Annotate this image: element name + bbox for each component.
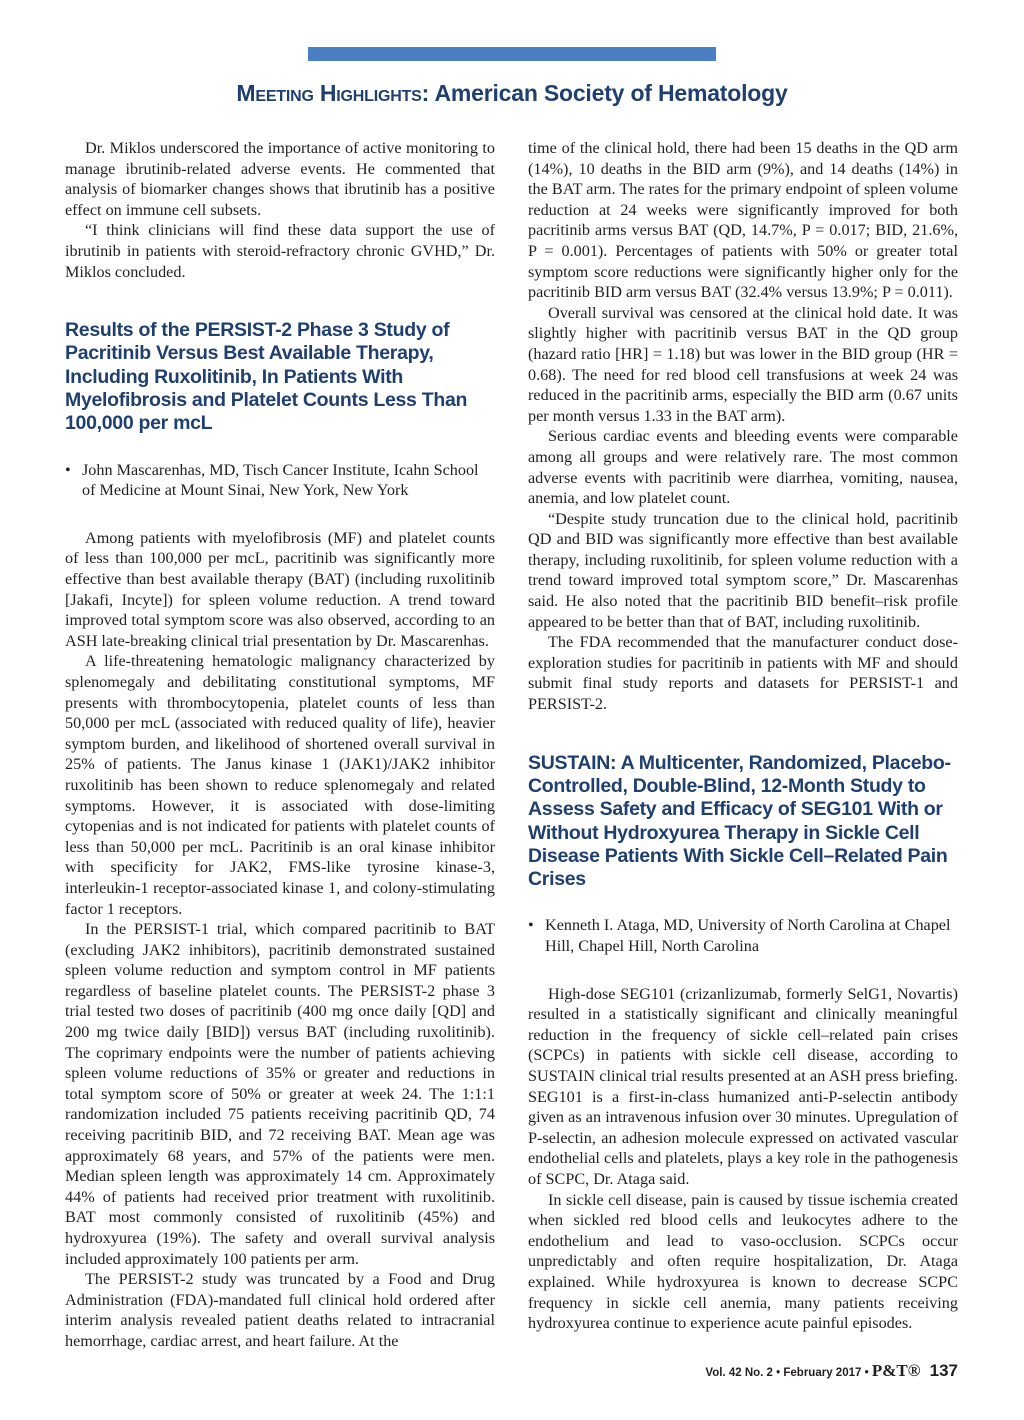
left-column [65, 138, 495, 1352]
paragraph: In the PERSIST-1 trial, which compared pacritinib to BAT (excluding JAK2 inhibitors), pacritinib demonstrated sustained spleen volume reduction and symptom control in MF patients regardless of baseline platelet counts. The PERSIST-2 phase 3 trial tested two doses of pacritinib (400 mg once daily [QD] and 200 mg twice daily [BID]) versus BAT (including ruxolitinib). The coprimary endpoints were the number of patients achieving spleen volume reductions of 35% or greater and reductions in total symptom score of 50% or greater at week 24. The 1:1:1 randomization included 75 patients receiving pacritinib QD, 74 receiving pacritinib BID, and 72 receiving BAT. Mean age was approximately 68 years, and 57% of the patients were men. Median spleen length was approximately 14 cm. Approximately 44% of patients had received prior treatment with ruxolitinib. BAT most commonly consisted of ruxolitinib (45%) and hydroxyurea (19%). The safety and overall survival analysis included approximately 100 patients per arm. [65, 920, 495, 1268]
paragraph: High-dose SEG101 (crizanlizumab, formerly SelG1, Novartis) resulted in a statistically significant and clinically meaningful reduction in the frequency of sickle cell–related pain crises (SCPCs) in patients with sickle cell disease, according to SUSTAIN clinical trial results presented at an ASH press briefing. SEG101 is a first-in-class humanized anti-P-selectin antibody given as an intravenous infusion over 30 minutes. Upregulation of P-selectin, an adhesion molecule expressed on activated vascular endothelial cells and platelets, plays a key role in the pathogenesis of SCPC, Dr. Ataga said. [528, 984, 958, 1188]
paragraph: “I think clinicians will find these data support the use of ibrutinib in patients with steroid-refractory chronic GVHD,” Dr. Miklos concluded. [65, 221, 495, 281]
author-text: John Mascarenhas, MD, Tisch Cancer Institute, Icahn School of Medicine at Mount Sinai, New York, New York [82, 460, 479, 500]
author-affiliation [65, 460, 495, 501]
footer-volume: Vol. 42 No. 2 [705, 1367, 773, 1379]
footer-separator: • [776, 1367, 781, 1379]
paragraph: Dr. Miklos underscored the importance of active monitoring to manage ibrutinib-related adverse events. He commented that analysis of biomarker changes shows that ibrutinib has a positive effect on immune cell subsets. [65, 139, 495, 219]
header-society-name: American Society of Hematology [434, 80, 788, 106]
paragraph: The FDA recommended that the manufacturer conduct dose-exploration studies for pacritinib in patients with MF and should submit final study reports and datasets for PERSIST-1 and PERSIST-2. [528, 633, 958, 714]
section-title-sustain: SUSTAIN: A Multicenter, Randomized, Placebo-Controlled, Double-Blind, 12-Month Study to Assess Safety and Efficacy of SEG101 With or Without Hydroxyurea Therapy in Sickle Cell Disease Patients With Sickle Cell–Related Pain Crises [528, 751, 951, 891]
paragraph: In sickle cell disease, pain is caused by tissue ischemia created when sickled red blood cells and leukocytes adhere to the endothelium and lead to vaso-occlusion. SCPCs occur unpredictably and often require hospitalization, Dr. Ataga explained. While hydroxyurea is known to decrease SCPC frequency in sickle cell anemia, many patients receiving hydroxyurea continue to experience acute painful episodes. [528, 1190, 958, 1333]
paragraph: Serious cardiac events and bleeding events were comparable among all groups and were relatively rare. The most common adverse events with pacritinib were diarrhea, vomiting, nausea, anemia, and low platelet count. [528, 427, 958, 508]
paragraph: time of the clinical hold, there had been 15 deaths in the QD arm (14%), 10 deaths in the BID arm (9%), and 14 deaths (14%) in the BAT arm. The rates for the primary endpoint of spleen volume reduction at 24 weeks were significantly improved for both pacritinib arms versus BAT (QD, 14.7%, P = 0.017; BID, 21.6%, P = 0.001). Percentages of patients with 50% or greater total symptom score reductions were significantly higher only for the pacritinib BID arm versus BAT (32.4% versus 13.9%; P = 0.011). [528, 139, 958, 302]
paragraph: “Despite study truncation due to the clinical hold, pacritinib QD and BID was significantly more effective than best available therapy, including ruxolitinib, for spleen volume reduction with a trend toward improved total symptom score,” Dr. Mascarenhas said. He also noted that the pacritinib BID benefit–risk profile appeared to be better than that of BAT, including ruxolitinib. [528, 509, 958, 631]
header-section-label: Meeting Highlights: [236, 80, 430, 106]
paragraph: The PERSIST-2 study was truncated by a Food and Drug Administration (FDA)-mandated full clinical hold ordered after interim analysis revealed patient deaths related to intracranial hemorrhage, cardiac arrest, and heart failure. At the [65, 1270, 495, 1350]
paragraph: Among patients with myelofibrosis (MF) and platelet counts of less than 100,000 per mcL, pacritinib was significantly more effective than best available therapy (BAT) (including ruxolitinib [Jakafi, Incyte]) for spleen volume reduction. A trend toward improved total symptom score was also observed, according to an ASH late-breaking clinical trial presentation by Dr. Mascarenhas. [65, 528, 495, 650]
author-text: Kenneth I. Ataga, MD, University of North Carolina at Chapel Hill, Chapel Hill, North Carolina [545, 916, 951, 955]
footer-separator: • [864, 1367, 869, 1379]
running-header [0, 80, 1024, 107]
page-footer [705, 1361, 958, 1381]
page-number: 137 [929, 1361, 958, 1380]
header-accent-bar [308, 47, 716, 61]
footer-date: February 2017 [783, 1367, 862, 1379]
section-title-persist2: Results of the PERSIST-2 Phase 3 Study of Pacritinib Versus Best Available Therapy, Including Ruxolitinib, In Patients With Myelofibrosis and Platelet Counts Less Than 100,000 per mcL [65, 319, 468, 435]
footer-journal: P&T® [871, 1361, 921, 1380]
bullet: • [65, 460, 71, 479]
right-column [528, 138, 958, 1334]
author-affiliation [528, 915, 958, 956]
bullet: • [528, 916, 534, 935]
paragraph: Overall survival was censored at the clinical hold date. It was slightly higher with pacritinib versus BAT in the QD group (hazard ratio [HR] = 1.18) but was lower in the BID group (HR = 0.68). The need for red blood cell transfusions at week 24 was reduced in the pacritinib arms, especially the BID arm (0.67 units per month versus 1.33 in the BAT arm). [528, 303, 958, 425]
paragraph: A life-threatening hematologic malignancy characterized by splenomegaly and debilitating constitutional symptoms, MF presents with thrombocytopenia, platelet counts of less than 50,000 per mcL (associated with reduced quality of life), heavier symptom burden, and likelihood of shortened overall survival in 25% of patients. The Janus kinase 1 (JAK1)/JAK2 inhibitor ruxolitinib has been shown to reduce splenomegaly and related symptoms. However, it is associated with dose-limiting cytopenias and is not indicated for patients with platelet counts of less than 50,000 per mcL. Pacritinib is an oral kinase inhibitor with specificity for JAK2, FMS-like tyrosine kinase-3, interleukin-1 receptor-associated kinase 1, and colony-stimulating factor 1 receptors. [65, 652, 495, 918]
